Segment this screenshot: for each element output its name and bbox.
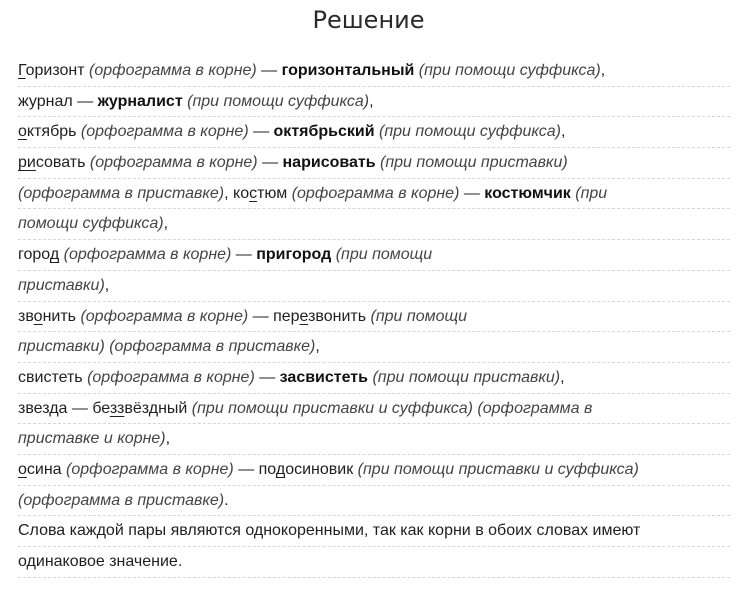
comment-text: (при помощи приставки) xyxy=(372,368,561,386)
text-segment: — xyxy=(248,123,274,141)
text-segment: , xyxy=(600,62,606,79)
text-segment: звонить xyxy=(308,307,371,325)
comment-text: (орфограмма в корне) xyxy=(63,246,232,264)
comment-text: приставке и корне) xyxy=(18,430,166,448)
text-segment: ри xyxy=(18,154,36,172)
comment-text: (орфограмма в корне) xyxy=(80,123,249,141)
derived-word: журналист xyxy=(97,92,183,110)
text-segment: — пер xyxy=(248,307,300,325)
text-line xyxy=(18,148,730,179)
comment-text: (при помощи xyxy=(370,307,467,325)
derived-word: засвистеть xyxy=(279,368,368,386)
text-segment: одинаковое значение. xyxy=(18,553,183,570)
comment-text: (при помощи приставки и суффикса) (орфограмма в xyxy=(191,399,593,417)
text-line xyxy=(18,209,730,240)
comment-text: (орфограмма в корне) xyxy=(80,307,249,325)
comment-text: помощи суффикса) xyxy=(18,215,164,233)
derived-word: костюмчик xyxy=(484,184,571,202)
text-segment: , xyxy=(315,338,320,356)
text-line xyxy=(18,455,730,486)
text-segment: — xyxy=(459,184,485,202)
text-segment: , xyxy=(369,92,374,110)
text-segment: е xyxy=(299,307,309,325)
text-segment: — xyxy=(257,154,283,172)
text-line xyxy=(18,363,730,394)
text-line xyxy=(18,516,730,547)
derived-word: октябрьский xyxy=(273,123,375,141)
text-segment: Г xyxy=(18,62,26,79)
comment-text: приставки) xyxy=(18,276,105,294)
comment-text: (при помощи приставки) xyxy=(380,154,568,172)
text-line xyxy=(18,424,730,455)
text-line xyxy=(18,271,730,302)
text-line xyxy=(18,547,730,578)
comment-text: (орфограмма в корне) xyxy=(66,460,234,478)
comment-text: (орфограмма в корне) xyxy=(89,62,257,79)
text-segment: зз xyxy=(109,399,125,417)
derived-word: пригород xyxy=(256,246,332,264)
text-line xyxy=(18,56,730,87)
text-segment: совать xyxy=(35,154,90,172)
text-line xyxy=(18,302,730,333)
text-segment: ктябрь xyxy=(26,123,81,141)
text-segment: , xyxy=(163,215,169,233)
derived-word: горизонтальный xyxy=(281,62,415,79)
text-segment: д xyxy=(275,460,286,478)
text-line xyxy=(18,87,730,118)
text-segment: — по xyxy=(233,460,276,478)
comment-text: (орфограмма в корне) xyxy=(87,368,255,386)
text-segment: , ко xyxy=(224,184,250,202)
text-segment: д xyxy=(49,246,60,264)
text-segment: с xyxy=(249,184,258,202)
text-segment: , xyxy=(560,123,566,141)
comment-text: (орфограмма в корне) xyxy=(89,154,258,172)
comment-text: (при помощи суффикса) xyxy=(187,92,370,110)
text-line xyxy=(18,117,730,148)
comment-text: (орфограмма в приставке) xyxy=(18,184,225,202)
text-segment: оризонт xyxy=(25,62,89,79)
text-segment: — xyxy=(254,368,280,386)
text-segment: . xyxy=(224,491,229,509)
text-segment: о xyxy=(18,123,27,141)
text-segment: горо xyxy=(18,246,50,264)
text-segment: тюм xyxy=(257,184,292,202)
text-segment: свистеть xyxy=(18,368,88,386)
text-line xyxy=(18,394,730,425)
text-line xyxy=(18,240,730,271)
comment-text: (орфограмма в приставке) xyxy=(18,491,225,509)
text-line xyxy=(18,332,730,363)
comment-text: (орфограмма в корне) xyxy=(291,184,460,202)
text-segment: — xyxy=(231,246,257,264)
text-segment: о xyxy=(33,307,43,325)
comment-text: (при помощи суффикса) xyxy=(418,62,601,79)
text-segment: , xyxy=(165,430,171,448)
text-segment: о xyxy=(18,460,27,478)
text-segment: зв xyxy=(18,307,34,325)
page-title: Решение xyxy=(312,6,425,34)
solution-text xyxy=(18,56,730,578)
text-segment: нить xyxy=(42,307,81,325)
text-segment: , xyxy=(560,368,565,386)
comment-text: (при помощи суффикса) xyxy=(379,123,561,141)
text-segment: , xyxy=(104,276,110,294)
text-line xyxy=(18,179,730,210)
comment-text: (при помощи приставки и суффикса) xyxy=(357,460,639,478)
text-line xyxy=(18,486,730,517)
comment-text: (при xyxy=(575,184,608,202)
text-segment: вёздный xyxy=(124,399,192,417)
comment-text: (при помощи xyxy=(335,246,433,264)
comment-text: приставки) (орфограмма в приставке) xyxy=(18,338,316,356)
text-segment: звезда — бе xyxy=(18,399,110,417)
text-segment: — xyxy=(256,62,282,79)
text-segment: осиновик xyxy=(285,460,358,478)
text-segment: Слова каждой пары являются однокоренными, так как корни в обоих словах имеют xyxy=(18,522,641,540)
text-segment: сина xyxy=(26,460,67,478)
text-segment: журнал — xyxy=(18,92,98,110)
derived-word: нарисовать xyxy=(282,154,376,172)
